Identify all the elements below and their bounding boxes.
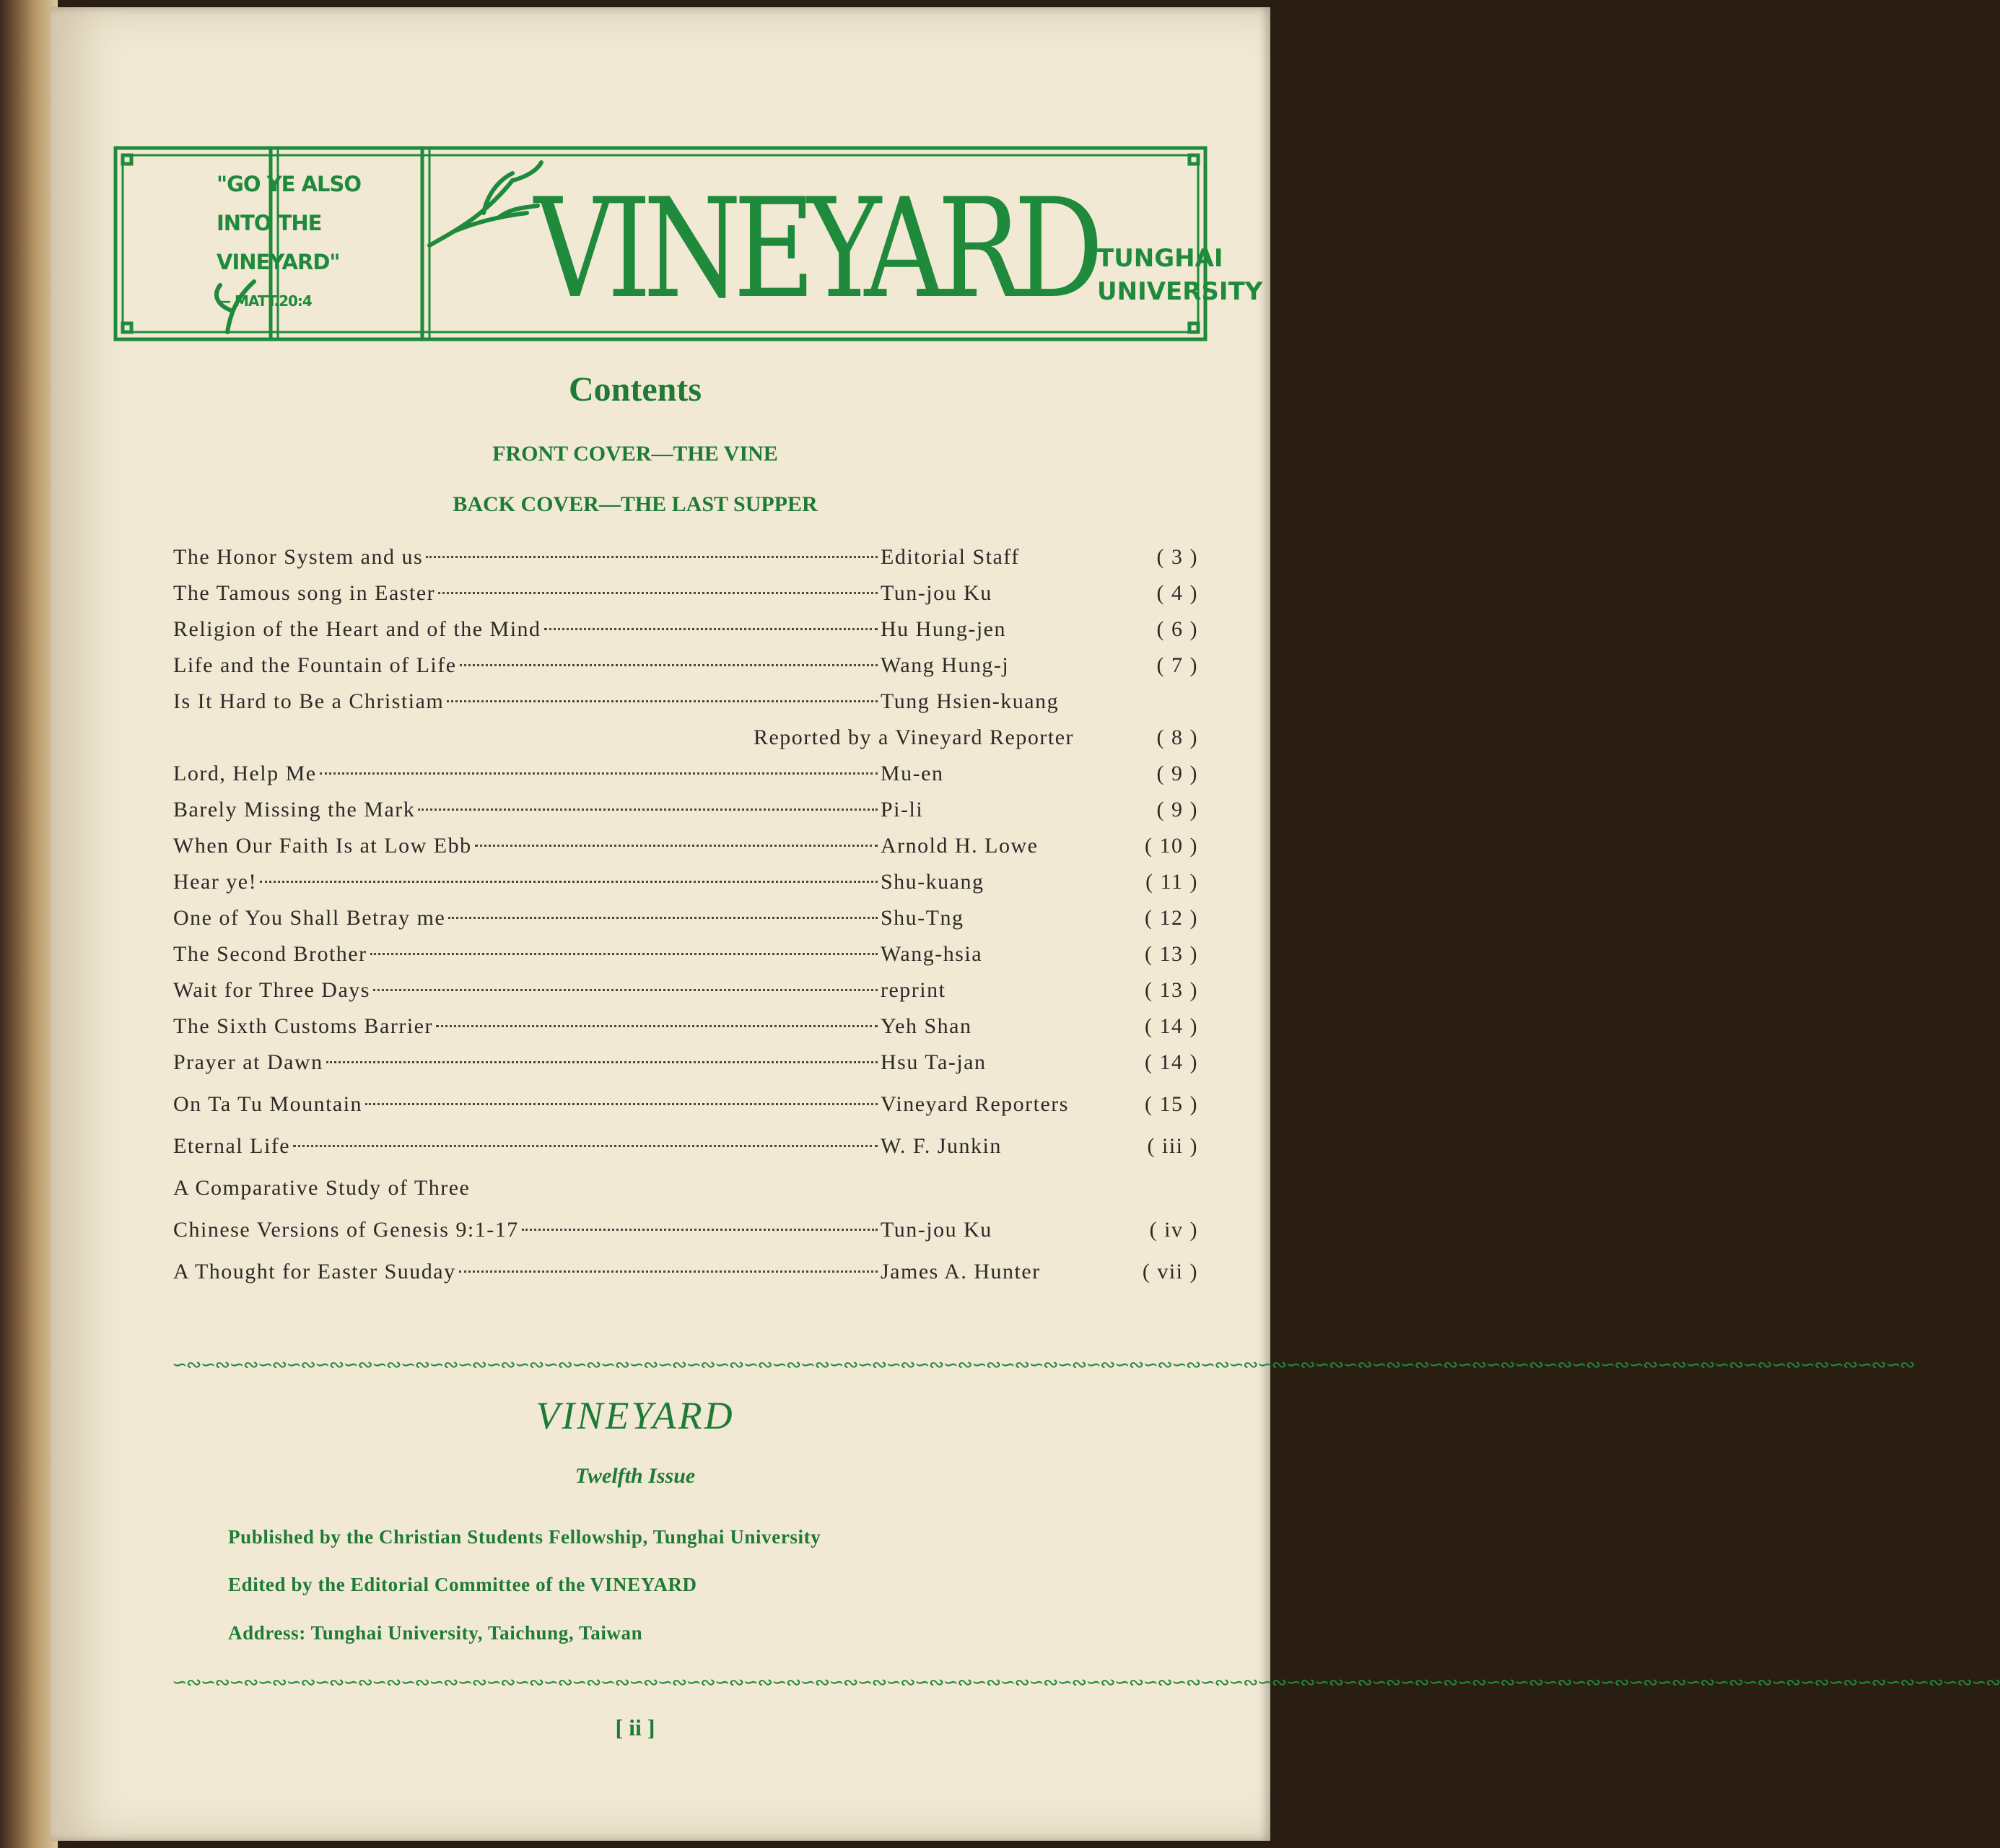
toc-title: Wait for Three Days <box>173 978 370 1002</box>
toc-page: ( iv ) <box>1149 1218 1198 1242</box>
toc-author: James A. Hunter <box>881 1260 1041 1283</box>
toc-author: Shu-Tng <box>881 906 964 930</box>
dot-leader <box>426 556 878 558</box>
toc-entry <box>173 906 1213 942</box>
toc-page: ( iii ) <box>1147 1134 1198 1158</box>
toc-author: reprint <box>881 978 946 1002</box>
publisher-line: Published by the Christian Students Fellowship, Tunghai University <box>228 1526 821 1548</box>
dot-leader <box>326 1061 878 1063</box>
toc-entry <box>173 689 1213 725</box>
motto-line-1: "GO YE ALSO <box>217 172 362 196</box>
dot-leader <box>438 592 878 594</box>
dot-leader <box>475 845 878 847</box>
toc-page: ( 10 ) <box>1145 834 1198 858</box>
front-cover-caption: FRONT COVER—THE VINE <box>492 442 778 466</box>
dot-leader <box>320 772 878 775</box>
address-line: Address: Tunghai University, Taichung, Taiwan <box>228 1622 643 1644</box>
dot-leader <box>447 700 878 702</box>
toc-entry <box>173 581 1213 617</box>
toc-title: Is It Hard to Be a Christiam <box>173 689 445 713</box>
toc-entry <box>173 798 1213 834</box>
editor-line: Edited by the Editorial Committee of the VINEYARD <box>228 1574 697 1595</box>
toc-author: Tun-jou Ku <box>881 1218 992 1242</box>
toc-title: The Second Brother <box>173 942 367 966</box>
dot-leader <box>460 664 878 666</box>
university-line-1: TUNGHAI <box>1097 244 1223 273</box>
toc-title: Hear ye! <box>173 870 258 894</box>
book-binding <box>0 0 58 1848</box>
toc-page: ( 14 ) <box>1145 1050 1198 1074</box>
toc-author: Tun-jou Ku <box>881 581 992 605</box>
back-cover-caption: BACK COVER—THE LAST SUPPER <box>453 492 818 516</box>
toc-page: ( 9 ) <box>1156 762 1198 785</box>
toc-entry <box>173 1014 1213 1050</box>
toc-author: Wang Hung-j <box>881 653 1010 677</box>
toc-author: Pi-li <box>881 798 924 821</box>
toc-title: Life and the Fountain of Life <box>173 653 457 677</box>
toc-entry <box>173 1218 1213 1260</box>
university-line-2: UNIVERSITY <box>1097 277 1263 306</box>
toc-author: Yeh Shan <box>881 1014 972 1038</box>
toc-entry <box>173 834 1213 870</box>
motto-line-2: INTO THE <box>217 211 322 235</box>
toc-author: Shu-kuang <box>881 870 984 894</box>
toc-page: ( 12 ) <box>1145 906 1198 930</box>
toc-page: ( 7 ) <box>1156 653 1198 677</box>
toc-author: Arnold H. Lowe <box>881 834 1039 858</box>
dot-leader <box>293 1145 878 1147</box>
toc-author: Wang-hsia <box>881 942 983 966</box>
toc-entry <box>173 762 1213 798</box>
toc-title: The Tamous song in Easter <box>173 581 436 605</box>
dot-leader <box>370 953 878 955</box>
toc-title: Chinese Versions of Genesis 9:1-17 <box>173 1218 519 1242</box>
toc-entry <box>173 1176 1213 1218</box>
toc-title: The Honor System and us <box>173 545 424 569</box>
toc-title: The Sixth Customs Barrier <box>173 1014 433 1038</box>
page-number: [ ii ] <box>615 1714 655 1740</box>
masthead-title: VINEYARD <box>534 169 1096 328</box>
dot-leader <box>418 808 878 811</box>
toc-title: One of You Shall Betray me <box>173 906 446 930</box>
dot-leader <box>522 1229 878 1231</box>
toc-page: ( 9 ) <box>1156 798 1198 821</box>
decorative-border-bottom: ∽∾∽∾∽∾∽∾∽∾∽∾∽∾∽∾∽∾∽∾∽∾∽∾∽∾∽∾∽∾∽∾∽∾∽∾∽∾∽∾∽∾∽∾∽∾∽∾∽∾∽∾∽∾∽∾∽∾∽∾∽∾∽∾∽∾∽∾∽∾∽∾∽∾∽∾∽∾∽∾∽∾∽∾∽∾∽∾∽∾∽∾∽∾∽∾∽∾∽∾∽∾∽∾∽∾∽∾∽∾∽∾∽∾∽∾∽∾∽∾∽∾∽∾∽∾∽∾ <box>172 1672 2000 1693</box>
toc-entry <box>173 1050 1213 1092</box>
toc-entry <box>173 942 1213 978</box>
toc-entry <box>173 1092 1213 1134</box>
toc-author: Vineyard Reporters <box>881 1092 1069 1116</box>
university-name <box>1097 242 1270 308</box>
toc-entry <box>173 1260 1213 1302</box>
toc-page: ( 13 ) <box>1145 978 1198 1002</box>
dot-leader <box>260 881 878 883</box>
vine-branch-right-icon <box>429 162 541 245</box>
toc-title: On Ta Tu Mountain <box>173 1092 363 1116</box>
toc-title: When Our Faith Is at Low Ebb <box>173 834 472 858</box>
table-of-contents <box>173 545 1213 1302</box>
toc-page: ( vii ) <box>1142 1260 1198 1283</box>
dot-leader <box>544 628 878 630</box>
toc-entry <box>173 545 1213 581</box>
toc-author: W. F. Junkin <box>881 1134 1002 1158</box>
masthead-motto <box>217 165 362 321</box>
toc-entry <box>173 1134 1213 1176</box>
toc-page: ( 6 ) <box>1156 617 1198 641</box>
issue-label: Twelfth Issue <box>575 1464 696 1488</box>
toc-title: A Comparative Study of Three <box>173 1176 471 1200</box>
toc-entry <box>173 653 1213 689</box>
toc-page: ( 15 ) <box>1145 1092 1198 1116</box>
dot-leader <box>436 1025 878 1027</box>
dot-leader <box>373 989 878 991</box>
contents-heading: Contents <box>568 370 702 409</box>
dot-leader <box>365 1103 878 1105</box>
footer-title: VINEYARD <box>536 1394 735 1437</box>
toc-author: Editorial Staff <box>881 545 1020 569</box>
toc-title: Religion of the Heart and of the Mind <box>173 617 541 641</box>
toc-entry <box>173 617 1213 653</box>
toc-author: Hsu Ta-jan <box>881 1050 987 1074</box>
toc-title: Barely Missing the Mark <box>173 798 416 821</box>
motto-line-3: VINEYARD" <box>217 250 340 274</box>
toc-entry <box>173 978 1213 1014</box>
toc-page: ( 4 ) <box>1156 581 1198 605</box>
toc-entry-continuation <box>173 725 1213 762</box>
toc-title: Reported by a Vineyard Reporter <box>753 725 1074 749</box>
dot-leader <box>459 1270 878 1273</box>
motto-reference: — MATT.20:4 <box>217 292 312 310</box>
decorative-border-top: ∽∾∽∾∽∾∽∾∽∾∽∾∽∾∽∾∽∾∽∾∽∾∽∾∽∾∽∾∽∾∽∾∽∾∽∾∽∾∽∾∽∾∽∾∽∾∽∾∽∾∽∾∽∾∽∾∽∾∽∾∽∾∽∾∽∾∽∾∽∾∽∾∽∾∽∾∽∾∽∾∽∾∽∾∽∾∽∾∽∾∽∾∽∾∽∾∽∾∽∾∽∾∽∾∽∾∽∾∽∾∽∾∽∾∽∾∽∾∽∾∽∾ <box>172 1354 1914 1375</box>
toc-author: Mu-en <box>881 762 944 785</box>
toc-title: Prayer at Dawn <box>173 1050 323 1074</box>
toc-page: ( 8 ) <box>1156 725 1198 749</box>
toc-title: Lord, Help Me <box>173 762 317 785</box>
toc-page: ( 13 ) <box>1145 942 1198 966</box>
toc-page: ( 11 ) <box>1145 870 1198 894</box>
toc-title: A Thought for Easter Suuday <box>173 1260 456 1283</box>
toc-page: ( 14 ) <box>1145 1014 1198 1038</box>
toc-author: Tung Hsien-kuang <box>881 689 1060 713</box>
dot-leader <box>448 917 878 919</box>
toc-title: Eternal Life <box>173 1134 291 1158</box>
toc-page: ( 3 ) <box>1156 545 1198 569</box>
toc-entry <box>173 870 1213 906</box>
toc-author: Hu Hung-jen <box>881 617 1006 641</box>
